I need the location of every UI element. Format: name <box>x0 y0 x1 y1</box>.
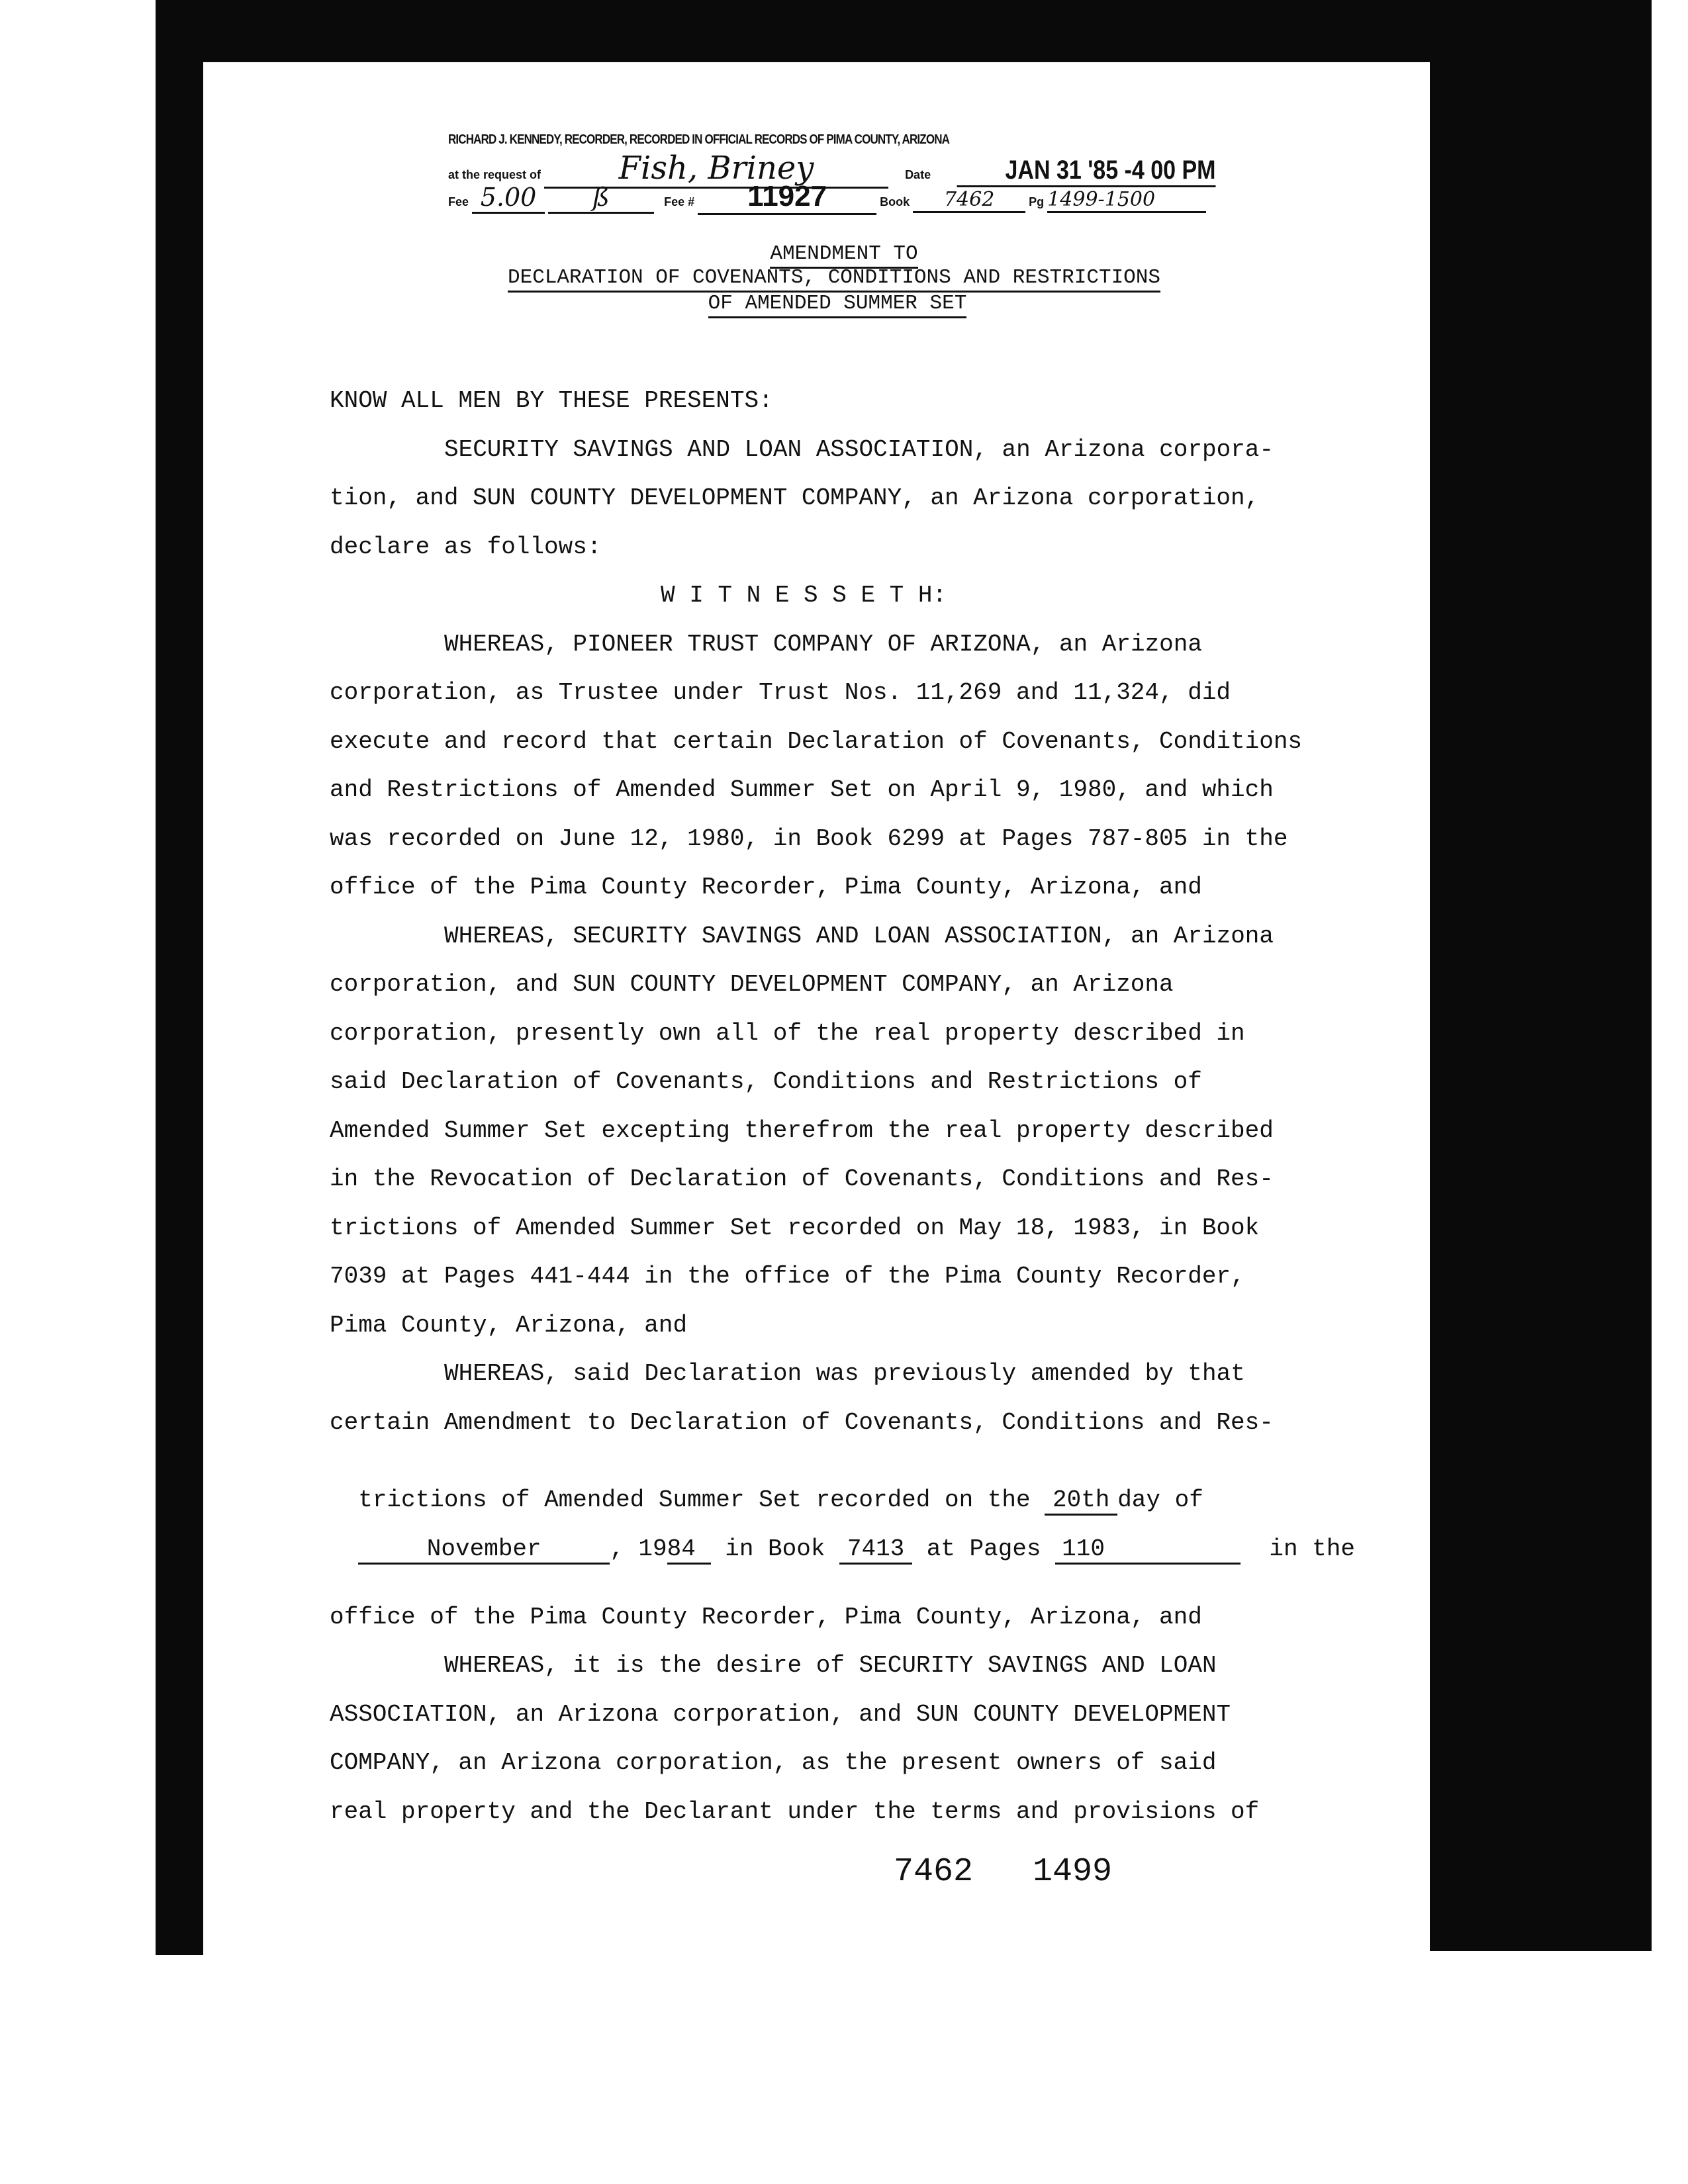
footer-page: 1499 <box>1033 1853 1113 1891</box>
body-line: trictions of Amended Summer Set recorded on May 18, 1983, in Book <box>330 1214 1260 1242</box>
fee-value: 5.00 <box>472 183 545 214</box>
fee-number-value: 11927 <box>698 180 876 215</box>
body-line: WHEREAS, SECURITY SAVINGS AND LOAN ASSOCIATION, an Arizona <box>444 922 1274 950</box>
body-line-recorded-month: November , 1984 in Book 7413 at Pages 110 in the <box>330 1508 1355 1565</box>
day-blank: 20th <box>1045 1486 1117 1516</box>
body-line: office of the Pima County Recorder, Pima County, Arizona, and <box>330 1603 1202 1631</box>
body-line: Amended Summer Set excepting therefrom the real property described <box>330 1116 1274 1144</box>
body-line: corporation, presently own all of the real property described in <box>330 1019 1245 1047</box>
body-line: said Declaration of Covenants, Conditions and Restrictions of <box>330 1068 1202 1095</box>
body-line: ASSOCIATION, an Arizona corporation, and SUN COUNTY DEVELOPMENT <box>330 1700 1231 1728</box>
fee-row <box>448 180 1206 215</box>
book-value: 7462 <box>913 188 1025 213</box>
body-line-recorded-day: trictions of Amended Summer Set recorded on the 20th day of <box>330 1459 1203 1516</box>
body-line: in the Revocation of Declaration of Covenants, Conditions and Res- <box>330 1165 1274 1193</box>
body-line: COMPANY, an Arizona corporation, as the present owners of said <box>330 1749 1217 1776</box>
body-line: tion, and SUN COUNTY DEVELOPMENT COMPANY, an Arizona corporation, <box>330 484 1260 512</box>
request-value: Fish, Briney <box>544 150 888 189</box>
recorder-line: RICHARD J. KENNEDY, RECORDER, RECORDED IN OFFICIAL RECORDS OF PIMA COUNTY, ARIZONA <box>448 132 950 147</box>
scan-border-top <box>156 0 1652 62</box>
body-line: WHEREAS, said Declaration was previously amended by that <box>444 1360 1245 1387</box>
date-value: JAN 31 '85 -4 00 PM <box>957 156 1216 187</box>
book-blank: 7413 <box>839 1535 912 1565</box>
year-blank: 84 <box>667 1535 711 1565</box>
body-line: 7039 at Pages 441-444 in the office of the Pima County Recorder, <box>330 1263 1245 1290</box>
title-line-2: DECLARATION OF COVENANTS, CONDITIONS AND RESTRICTIONS <box>0 266 1678 289</box>
body-line: declare as follows: <box>330 533 602 561</box>
body-line: certain Amendment to Declaration of Covenants, Conditions and Res- <box>330 1408 1274 1436</box>
title-line-3: OF AMENDED SUMMER SET <box>0 292 1681 315</box>
fee-number-label: Fee # <box>664 195 695 208</box>
scan-border-right <box>1430 62 1652 1951</box>
body-line: WHEREAS, it is the desire of SECURITY SAVINGS AND LOAN <box>444 1652 1217 1679</box>
body-line: office of the Pima County Recorder, Pima County, Arizona, and <box>330 874 1202 901</box>
request-label: at the request of <box>448 168 541 181</box>
body-line: execute and record that certain Declaration of Covenants, Conditions <box>330 727 1303 755</box>
month-blank: November <box>358 1535 610 1565</box>
date-label: Date <box>905 168 931 181</box>
body-line: Pima County, Arizona, and <box>330 1311 688 1339</box>
body-line: and Restrictions of Amended Summer Set on April 9, 1980, and which <box>330 776 1274 803</box>
body-line: was recorded on June 12, 1980, in Book 6299 at Pages 787-805 in the <box>330 825 1288 852</box>
pages-blank: 110 <box>1055 1535 1241 1565</box>
title-line-1: AMENDMENT TO <box>0 242 1688 265</box>
body-line: corporation, as Trustee under Trust Nos. 11,269 and 11,324, did <box>330 679 1231 706</box>
fee-label: Fee <box>448 195 469 208</box>
fee-initials: ß <box>548 183 654 214</box>
body-line: corporation, and SUN COUNTY DEVELOPMENT COMPANY, an Arizona <box>330 971 1174 998</box>
body-line: SECURITY SAVINGS AND LOAN ASSOCIATION, an Arizona corpora- <box>444 435 1274 463</box>
body-line: real property and the Declarant under the terms and provisions of <box>330 1797 1260 1825</box>
footer-book: 7462 <box>894 1853 974 1891</box>
body-line: W I T N E S S E T H: <box>661 582 947 609</box>
body-line: WHEREAS, PIONEER TRUST COMPANY OF ARIZONA, an Arizona <box>444 630 1202 658</box>
pg-label: Pg <box>1029 195 1045 208</box>
book-label: Book <box>880 195 910 208</box>
page-footer-number <box>894 1853 1112 1891</box>
pg-value: 1499-1500 <box>1047 188 1206 213</box>
body-line: KNOW ALL MEN BY THESE PRESENTS: <box>330 387 773 414</box>
